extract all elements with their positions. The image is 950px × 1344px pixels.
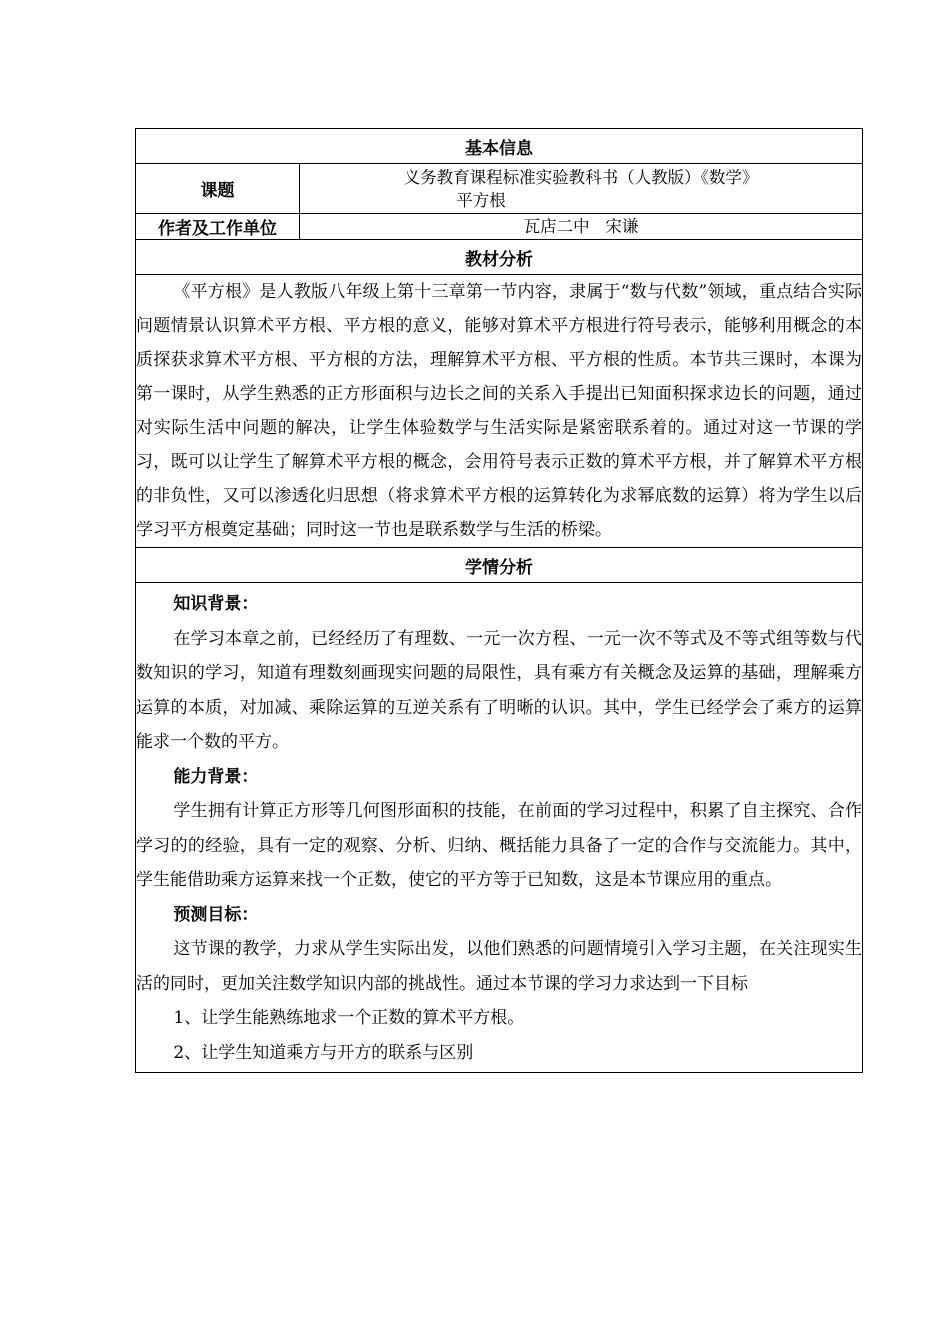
goal-list-item: 2、让学生知道乘方与开方的联系与区别 [173,1042,474,1063]
material-analysis-body [136,275,863,548]
topic-value [300,164,863,214]
knowledge-background-heading: 知识背景： [173,594,259,614]
student-analysis-heading: 学情分析 [136,548,863,583]
predicted-goal-heading: 预测目标： [173,904,259,925]
goal-list-item: 1、让学生能熟练地求一个正数的算术平方根。 [173,1008,525,1028]
material-analysis-heading: 教材分析 [136,240,863,275]
material-analysis-header-row [136,240,863,275]
author-row [136,214,863,240]
lesson-plan-table [135,128,863,1073]
material-analysis-paragraph: 《平方根》是人教版八年级上第十三章第一节内容，隶属于“数与代数”领域，重点结合实际问题情景认识算术平方根、平方根的意义，能够对算术平方根进行符号表示，能够利用概念的本质探获求算术平方根、平方根的方法，理解算术平方根、平方根的性质。本节共三课时，本课为第一课时，从学生熟悉的正方形面积与边长之间的关系入手提出已知面积探求边长的问题，通过对实际生活中问题的解决，让学生体验数学与生活实际是紧密联系着的。通过对这一节课的学习，既可以让学生了解算术平方根的概念，会用符号表示正数的算术平方根，并了解算术平方根的非负性，又可以渗透化归思想（将求算术平方根的运算转化为求幂底数的运算）将为学生以后学习平方根奠定基础；同时这一节也是联系数学与生活的桥梁。 [136,282,862,540]
author-value: 瓦店二中 宋谦 [300,214,863,240]
topic-row [136,164,863,214]
ability-background-text: 学生拥有计算正方形等几何图形面积的技能，在前面的学习过程中，积累了自主探究、合作学习的的经验，具有一定的观察、分析、归纳、概括能力具备了一定的合作与交流能力。其中，学生能借助乘方运算来找一个正数，使它的平方等于已知数，这是本节课应用的重点。 [136,801,862,890]
material-analysis-body-row [136,275,863,548]
student-analysis-header-row [136,548,863,583]
student-analysis-body-row [136,583,863,1073]
topic-value-line1: 义务教育课程标准实验教科书（人教版）《数学》 [403,167,759,187]
predicted-goal-text: 这节课的教学，力求从学生实际出发，以他们熟悉的问题情境引入学习主题，在关注现实生活的同时，更加关注数学知识内部的挑战性。通过本节课的学习力求达到一下目标 [136,939,862,994]
topic-label: 课题 [136,164,300,214]
student-analysis-body [136,583,863,1073]
basic-info-heading: 基本信息 [136,129,863,164]
topic-value-line2: 平方根 [456,190,506,210]
ability-background-heading: 能力背景： [173,766,259,787]
basic-info-header-row [136,129,863,164]
knowledge-background-text: 在学习本章之前，已经经历了有理数、一元一次方程、一元一次不等式及不等式组等数与代数知识的学习，知道有理数刻画现实问题的局限性，具有乘方有关概念及运算的基础，理解乘方运算的本质，对加减、乘除运算的互逆关系有了明晰的认识。其中，学生已经学会了乘方的运算能求一个数的平方。 [136,628,862,752]
author-label: 作者及工作单位 [136,214,300,240]
